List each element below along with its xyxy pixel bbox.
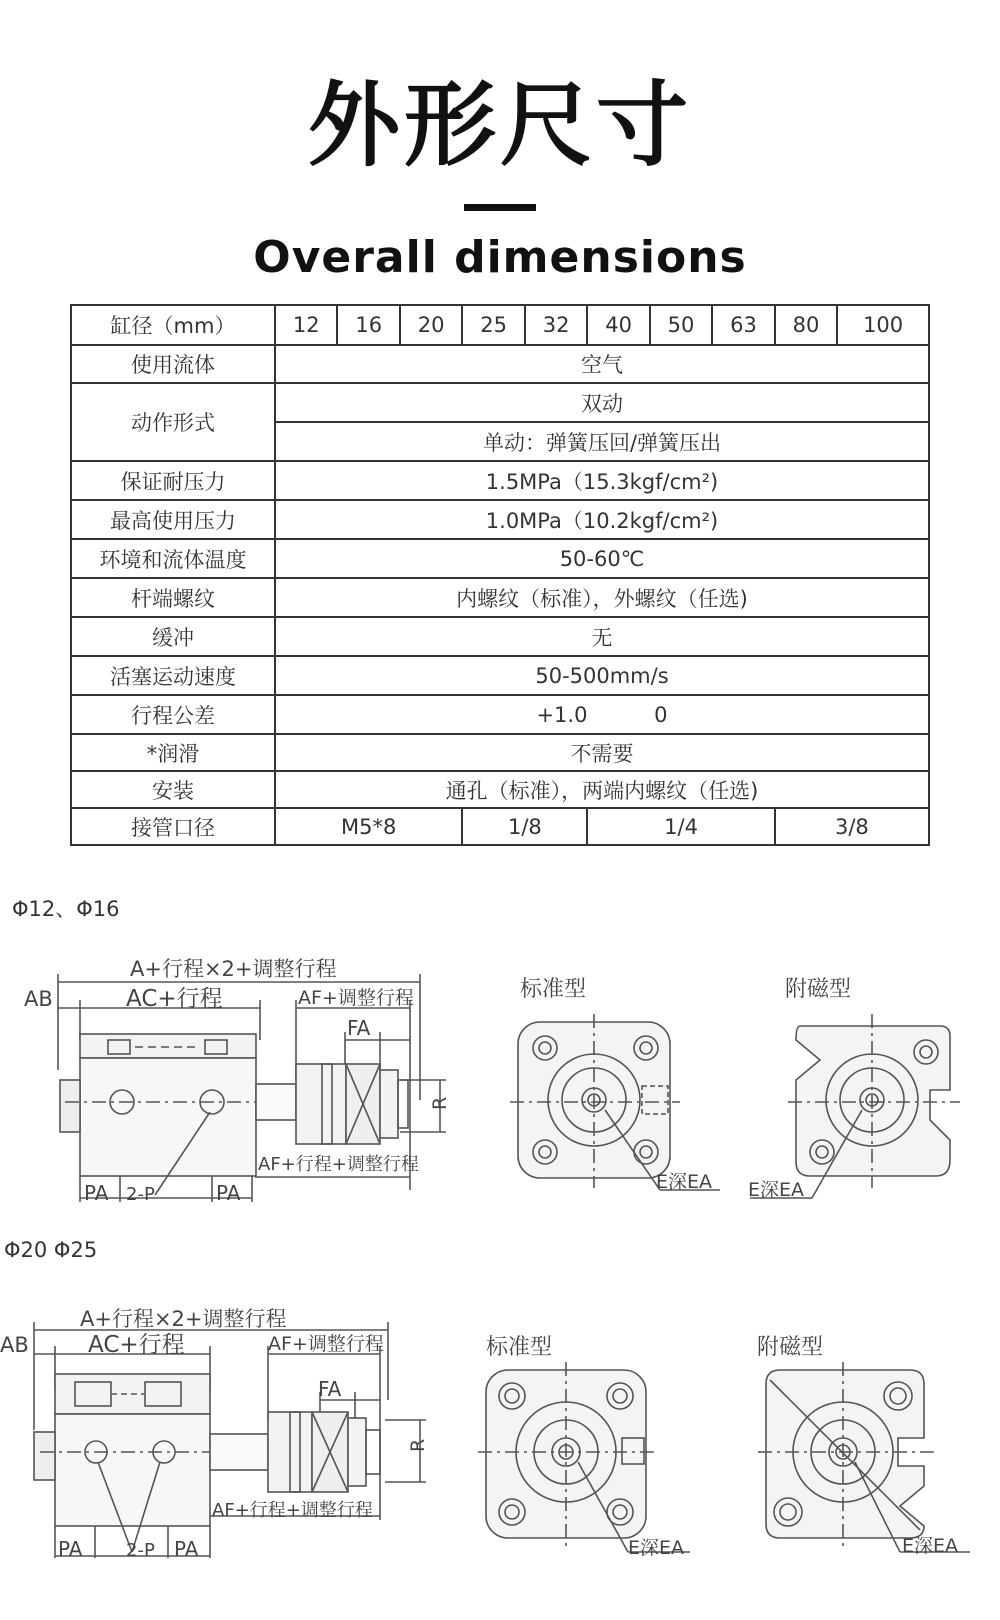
thread-label-mag: E深EA (748, 1179, 805, 1201)
thread-label-mag: E深EA (902, 1535, 959, 1557)
spec-row (71, 617, 929, 656)
dim-ab: AB (24, 987, 53, 1011)
spec-label: 接管口径 (71, 808, 275, 845)
port-cell: 1/4 (587, 808, 774, 845)
spec-row (71, 734, 929, 771)
spec-value: 1.5MPa（15.3kgf/cm²) (275, 461, 929, 500)
port-cell: 1/8 (462, 808, 587, 845)
dim-fa: FA (318, 1377, 342, 1401)
bore-label: 缸径（mm） (71, 305, 275, 345)
dim-pa-left: PA (58, 1537, 83, 1561)
spec-value: 通孔（标准），两端内螺纹（任选) (275, 771, 929, 808)
bore-cell: 16 (337, 305, 399, 345)
spec-value: 50-60℃ (275, 539, 929, 578)
spec-row (71, 461, 929, 500)
spec-row (71, 771, 929, 808)
dim-ac: AC+行程 (126, 986, 223, 1012)
dim-pa-right: PA (216, 1181, 241, 1205)
spec-label: 缓冲 (71, 617, 275, 656)
std-type-label: 标准型 (520, 977, 587, 1002)
spec-row (71, 500, 929, 539)
dim-fa: FA (347, 1016, 371, 1040)
spec-value: 双动 (275, 383, 929, 422)
dim-r: R (429, 1096, 451, 1110)
bore-cell: 80 (775, 305, 837, 345)
thread-label-std: E深EA (656, 1171, 713, 1193)
spec-value: 50-500mm/s (275, 656, 929, 695)
port-cell: M5*8 (275, 808, 462, 845)
title-divider (464, 204, 536, 211)
cylinder-drawing-large (0, 1290, 1000, 1610)
dim-ab: AB (0, 1333, 29, 1357)
page-title-cn: 外形尺寸 (307, 72, 692, 179)
dim-af-top: AF+调整行程 (298, 987, 414, 1009)
dim-pa-left: PA (84, 1181, 109, 1205)
spec-row (71, 656, 929, 695)
dim-af-bottom: AF+行程+调整行程 (258, 1154, 419, 1175)
spec-value: 1.0MPa（10.2kgf/cm²) (275, 500, 929, 539)
bore-cell: 50 (650, 305, 712, 345)
dim-overall: A+行程×2+调整行程 (130, 957, 337, 981)
dim-overall: A+行程×2+调整行程 (80, 1307, 287, 1331)
spec-row (71, 578, 929, 617)
spec-label: 环境和流体温度 (71, 539, 275, 578)
spec-value: +1.0 0 (275, 695, 929, 734)
spec-label: 杆端螺纹 (71, 578, 275, 617)
bore-cell: 20 (400, 305, 462, 345)
bore-cell: 100 (837, 305, 929, 345)
spec-label: *润滑 (71, 734, 275, 771)
bore-cell: 12 (275, 305, 337, 345)
spec-value: 无 (275, 617, 929, 656)
spec-value: 空气 (275, 345, 929, 383)
spec-row (71, 383, 929, 422)
bore-cell: 40 (587, 305, 649, 345)
mag-type-label: 附磁型 (757, 1335, 824, 1360)
spec-value: 单动：弹簧压回/弹簧压出 (275, 422, 929, 461)
page-title-en: Overall dimensions (253, 232, 747, 283)
dim-pa-right: PA (174, 1537, 199, 1561)
thread-label-std: E深EA (628, 1537, 685, 1559)
spec-value: 内螺纹（标准），外螺纹（任选) (275, 578, 929, 617)
dim-r: R (407, 1438, 429, 1452)
std-type-label: 标准型 (486, 1335, 553, 1360)
spec-label: 保证耐压力 (71, 461, 275, 500)
spec-row (71, 695, 929, 734)
port-cell: 3/8 (775, 808, 929, 845)
dim-af-top: AF+调整行程 (268, 1333, 384, 1355)
spec-label: 行程公差 (71, 695, 275, 734)
spec-label: 使用流体 (71, 345, 275, 383)
section-heading: Φ20 Φ25 (4, 1238, 98, 1262)
cylinder-drawing-small (0, 940, 1000, 1230)
dim-port: 2-P (126, 1184, 155, 1205)
dim-ac: AC+行程 (88, 1332, 185, 1358)
dim-port: 2-P (126, 1540, 155, 1561)
spec-row (71, 345, 929, 383)
dim-af-bottom: AF+行程+调整行程 (212, 1500, 373, 1521)
bore-cell: 25 (462, 305, 524, 345)
mag-type-label: 附磁型 (785, 977, 852, 1002)
section-heading: Φ12、Φ16 (12, 897, 120, 921)
spec-label: 最高使用压力 (71, 500, 275, 539)
spec-value: 不需要 (275, 734, 929, 771)
spec-label: 动作形式 (71, 383, 275, 461)
spec-row (71, 539, 929, 578)
bore-cell: 63 (712, 305, 774, 345)
bore-cell: 32 (525, 305, 587, 345)
spec-row-port (71, 808, 929, 845)
spec-label: 活塞运动速度 (71, 656, 275, 695)
spec-table (70, 304, 930, 846)
spec-row-bore (71, 305, 929, 345)
spec-label: 安装 (71, 771, 275, 808)
